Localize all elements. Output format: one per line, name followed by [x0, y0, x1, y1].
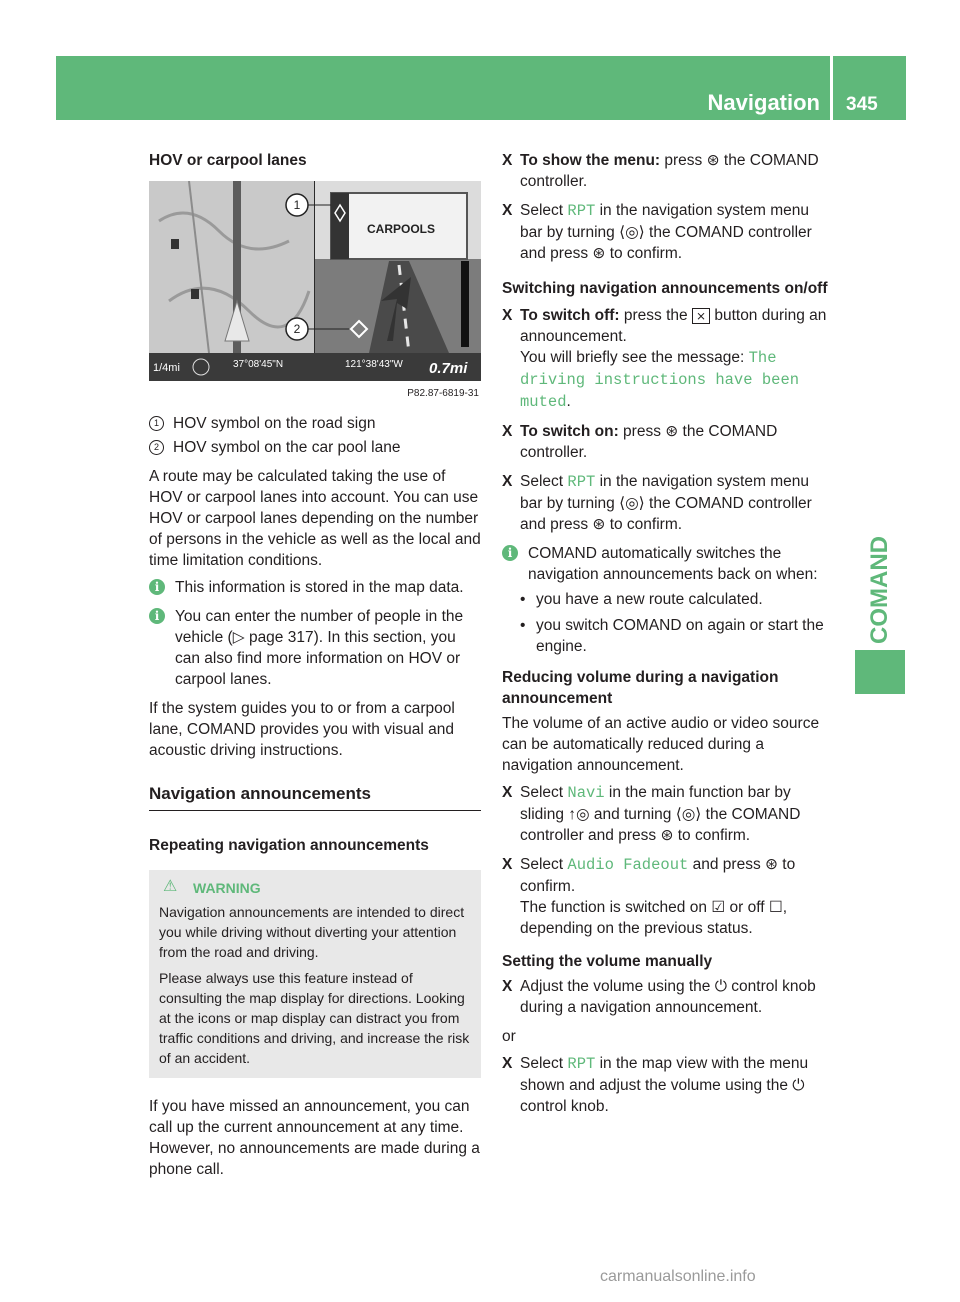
info-note: i This information is stored in the map data. — [149, 577, 481, 598]
volume-knob-icon: ⏻ — [792, 1077, 805, 1094]
map-scale: 1/4mi — [153, 362, 180, 374]
volume-knob-icon: ⏻ — [714, 978, 727, 995]
info-note: i You can enter the number of people in the vehicle (▷ page 317). In this section, you can also find more information on HOV or carpool lanes. — [149, 606, 481, 690]
info-note: i COMAND automatically switches the navigation announcements back on when: — [502, 543, 835, 585]
longitude: 121°38'43"W — [345, 359, 403, 370]
heading-hov: HOV or carpool lanes — [149, 152, 307, 169]
watermark: carmanualsonline.info — [600, 1268, 756, 1285]
info-icon: i — [502, 545, 518, 561]
press-icon: ⊛ — [660, 827, 674, 844]
step-switch-off: X To switch off: press the ⨯ button during an announcement. You will briefly see the message: The driving instructions have been muted. — [502, 307, 827, 411]
checkbox-off-icon: ☐ — [768, 899, 783, 916]
step-select-rpt: X Select RPT in the navigation system menu bar by turning ⟨◎⟩ the COMAND controller and press ⊛ to confirm. — [502, 473, 812, 533]
step-select-rpt: X Select RPT in the navigation system menu bar by turning ⟨◎⟩ the COMAND controller and press ⊛ to confirm. — [502, 202, 812, 262]
warning-box: ⚠ WARNING Navigation announcements are intended to direct you while driving without diverting your attention from the road and driving. Please always use this feature instead of consulting the map display for directions. Looking at the icons or map display can distract you from traffic conditions and driving, and increase the risk of an accident. — [149, 870, 481, 1078]
step-adjust-volume: X Adjust the volume using the ⏻ control knob during a navigation announcement. — [502, 978, 816, 1016]
press-icon: ⊛ — [706, 152, 720, 169]
heading-reducing: Reducing volume during a navigation announcement — [502, 669, 779, 707]
step-switch-on: X To switch on: press ⊛ the COMAND controller. — [502, 423, 778, 461]
turn-icon: ⟨◎⟩ — [675, 806, 702, 823]
paragraph: If you have missed an announcement, you can call up the current announcement at any time. However, no announcements are made during a phone call. — [149, 1098, 480, 1178]
header-section-title: Navigation — [707, 90, 820, 115]
bullet-item: • you have a new route calculated. — [520, 591, 763, 608]
legend-item: 1 HOV symbol on the road sign — [149, 413, 481, 434]
turn-icon: ⟨◎⟩ — [619, 224, 645, 241]
checkbox-on-icon: ☑ — [711, 899, 726, 916]
press-icon: ⊛ — [665, 423, 679, 440]
press-icon: ⊛ — [592, 516, 606, 533]
header-separator — [830, 56, 833, 120]
step-show-menu: X To show the menu: press ⊛ the COMAND controller. — [502, 152, 819, 190]
svg-text:1: 1 — [293, 198, 301, 212]
info-icon: i — [149, 608, 165, 624]
press-icon: ⊛ — [765, 856, 778, 873]
heading-switching: Switching navigation announcements on/off — [502, 280, 828, 297]
left-column — [149, 150, 481, 1186]
distance: 0.7mi — [429, 360, 468, 377]
step-audio-fadeout: X Select Audio Fadeout and press ⊛ to confirm. The function is switched on ☑ or off ☐, depending on the previous status. — [502, 856, 796, 937]
hov-figure — [149, 181, 481, 403]
warning-icon: ⚠ — [163, 878, 178, 895]
heading-announcements: Navigation announcements — [149, 783, 481, 811]
paragraph: If the system guides you to or from a carpool lane, COMAND provides you with visual and acoustic driving instructions. — [149, 700, 455, 759]
heading-repeating: Repeating navigation announcements — [149, 837, 429, 854]
or-text: or — [502, 1028, 516, 1045]
side-tab-block — [855, 650, 905, 694]
turn-icon: ⟨◎⟩ — [619, 495, 645, 512]
latitude: 37°08'45"N — [233, 359, 284, 370]
step-select-rpt-map: X Select RPT in the map view with the menu shown and adjust the volume using the ⏻ control knob. — [502, 1055, 809, 1115]
slide-icon: ↑◎ — [568, 806, 590, 823]
legend-item: 2 HOV symbol on the car pool lane — [149, 437, 481, 458]
hov-screen-image — [149, 181, 481, 403]
right-column — [502, 150, 835, 1125]
page-number: 345 — [846, 94, 878, 115]
mute-key-icon: ⨯ — [692, 308, 710, 324]
paragraph: A route may be calculated taking the use of HOV or carpool lanes into account. You can use HOV or carpool lanes depending on the number of persons in the vehicle as well as the local and time limitation conditions. — [149, 468, 481, 569]
heading-manual: Setting the volume manually — [502, 953, 713, 970]
step-select-navi: X Select Navi in the main function bar by sliding ↑◎ and turning ⟨◎⟩ the COMAND controller and press ⊛ to confirm. — [502, 784, 801, 844]
warning-title: ⚠ WARNING — [163, 878, 261, 896]
side-tab-label: COMAND — [866, 536, 893, 644]
info-icon: i — [149, 579, 165, 595]
bullet-item: • you switch COMAND on again or start the engine. — [520, 617, 824, 655]
press-icon: ⊛ — [592, 245, 606, 262]
sign-text: CARPOOLS — [366, 222, 436, 236]
paragraph: The volume of an active audio or video source can be automatically reduced during a navigation announcement. — [502, 715, 820, 774]
svg-text:2: 2 — [293, 322, 301, 336]
figure-code: P82.87-6819-31 — [407, 388, 479, 399]
